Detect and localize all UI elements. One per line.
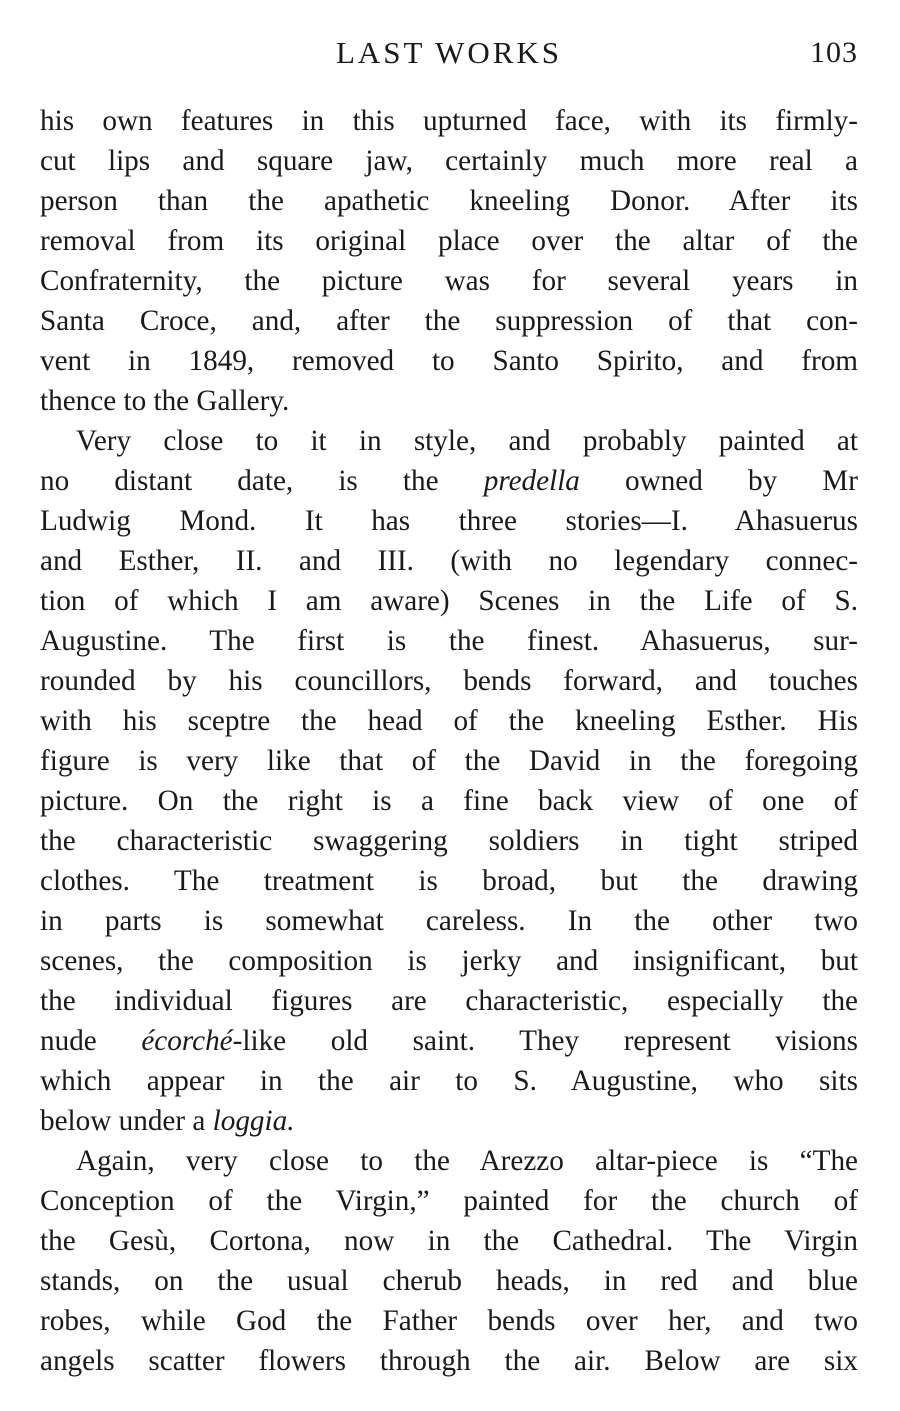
text-segment: Santa Croce, and, after the suppression of that con-: [40, 305, 858, 337]
running-title: LAST WORKS: [335, 35, 563, 70]
text-segment: Augustine. The first is the finest. Ahasuerus, sur-: [40, 625, 858, 657]
text-line: [40, 1261, 858, 1301]
text-line: [40, 341, 858, 381]
text-segment: which appear in the air to S. Augustine, who sits: [40, 1065, 858, 1097]
text-segment: with his sceptre the head of the kneeling Esther. His: [40, 705, 858, 737]
text-line: [40, 1021, 858, 1061]
text-segment: picture. On the right is a fine back view of one of: [40, 785, 858, 817]
text-line: [40, 1061, 858, 1101]
text-segment: Ludwig Mond. It has three stories—I. Ahasuerus: [40, 505, 858, 537]
text-line: [40, 461, 858, 501]
text-line: [40, 941, 858, 981]
text-segment: vent in 1849, removed to Santo Spirito, and from: [40, 345, 858, 377]
text-segment: owned by Mr: [579, 465, 858, 497]
text-segment: the characteristic swaggering soldiers in tight striped: [40, 825, 858, 857]
text-line: [40, 581, 858, 621]
text-segment: no distant date, is the: [40, 465, 484, 497]
text-line: [40, 1141, 858, 1181]
text-line: [40, 421, 858, 461]
text-segment: -like old saint. They represent visions: [232, 1025, 858, 1057]
text-line: [40, 101, 858, 141]
text-segment: rounded by his councillors, bends forward, and touches: [40, 665, 858, 697]
text-line: [40, 1221, 858, 1261]
text-segment: nude: [40, 1025, 142, 1057]
text-segment: and Esther, II. and III. (with no legendary connec-: [40, 545, 858, 577]
text-segment: tion of which I am aware) Scenes in the Life of S.: [40, 585, 858, 617]
text-segment: the individual figures are characteristic, especially the: [40, 985, 858, 1017]
italic-text: predella: [483, 465, 580, 497]
text-segment: below under a: [40, 1105, 213, 1137]
text-segment: cut lips and square jaw, certainly much more real a: [40, 145, 858, 177]
text-segment: Again, very close to the Arezzo altar-piece is “The: [76, 1145, 858, 1177]
text-line: [40, 221, 858, 261]
text-line: [40, 501, 858, 541]
text-segment: stands, on the usual cherub heads, in red and blue: [40, 1265, 858, 1297]
text-segment: clothes. The treatment is broad, but the drawing: [40, 865, 858, 897]
text-line: [40, 701, 858, 741]
text-line: [40, 821, 858, 861]
paragraph: [40, 1141, 858, 1381]
text-segment: angels scatter flowers through the air. Below are six: [40, 1345, 858, 1377]
italic-text: loggia.: [212, 1105, 295, 1137]
text-segment: person than the apathetic kneeling Donor. After its: [40, 185, 858, 217]
text-segment: robes, while God the Father bends over her, and two: [40, 1305, 858, 1337]
text-segment: the Gesù, Cortona, now in the Cathedral. The Virgin: [40, 1225, 858, 1257]
text-segment: thence to the Gallery.: [40, 385, 290, 417]
text-segment: removal from its original place over the altar of the: [40, 225, 858, 257]
text-segment: figure is very like that of the David in the foregoing: [40, 745, 858, 777]
paragraph: [40, 101, 858, 421]
body-text: [40, 101, 858, 1381]
text-segment: his own features in this upturned face, with its firmly-: [40, 105, 858, 137]
text-segment: scenes, the composition is jerky and insignificant, but: [40, 945, 858, 977]
page-number: 103: [810, 36, 858, 69]
text-segment: Conception of the Virgin,” painted for the church of: [40, 1185, 858, 1217]
text-line: [40, 781, 858, 821]
text-segment: Very close to it in style, and probably painted at: [76, 425, 858, 457]
page-header: [40, 30, 858, 76]
text-line: [40, 861, 858, 901]
text-line: [40, 981, 858, 1021]
text-line: [40, 541, 858, 581]
text-line: [40, 261, 858, 301]
text-line: [40, 1341, 858, 1381]
text-segment: in parts is somewhat careless. In the other two: [40, 905, 858, 937]
text-line: [40, 901, 858, 941]
text-segment: Confraternity, the picture was for several years in: [40, 265, 858, 297]
text-line: [40, 141, 858, 181]
text-line: [40, 181, 858, 221]
text-line: [40, 1181, 858, 1221]
paragraph: [40, 421, 858, 1141]
text-line: [40, 1101, 858, 1141]
italic-text: écorché: [141, 1025, 233, 1057]
text-line: [40, 301, 858, 341]
text-line: [40, 741, 858, 781]
text-line: [40, 621, 858, 661]
text-line: [40, 381, 858, 421]
text-line: [40, 661, 858, 701]
text-line: [40, 1301, 858, 1341]
